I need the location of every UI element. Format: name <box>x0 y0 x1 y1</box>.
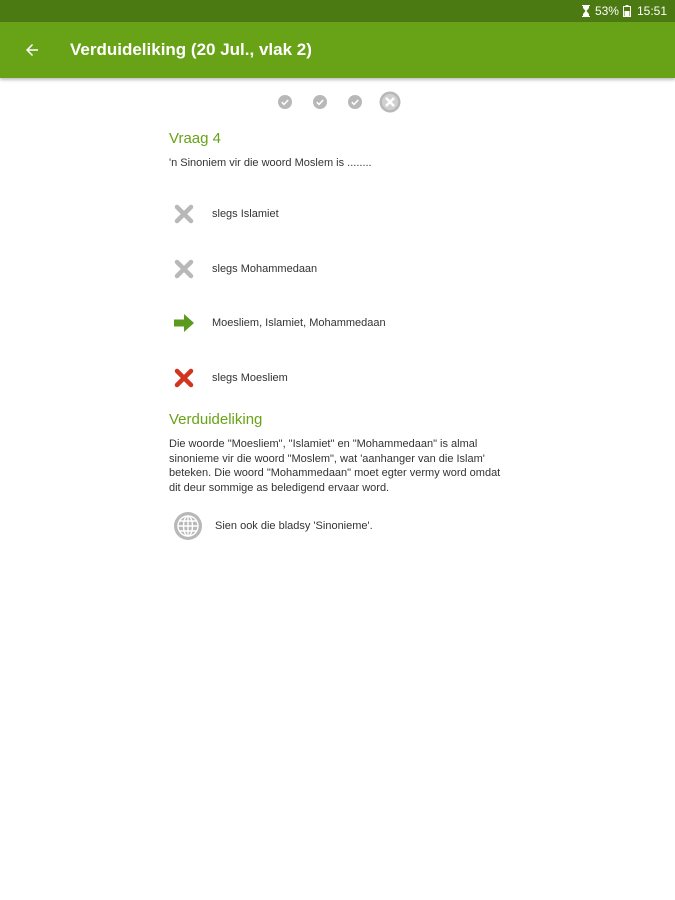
hourglass-icon <box>581 5 591 17</box>
quiz-content <box>169 130 509 541</box>
answer-options <box>169 187 509 405</box>
arrow-back-icon <box>23 41 41 59</box>
red-x-icon <box>169 368 199 388</box>
progress-dot-2[interactable] <box>303 95 338 109</box>
globe-icon <box>173 511 203 541</box>
battery-percent: 53% <box>594 4 619 18</box>
answer-option-label: slegs Islamiet <box>212 208 279 221</box>
app-bar <box>0 22 675 78</box>
explanation-text: Die woorde "Moesliem", "Islamiet" en "Mohammedaan" is almal sinonieme vir die woord "Moslem", wat 'aanhanger van die Islam' beteken. Die woord "Mohammedaan" moet egter vermy word omdat dit deur sommige as beledigend ervaar word. <box>169 438 501 494</box>
progress-dot-1[interactable] <box>268 95 303 109</box>
explanation-title: Verduideliking <box>169 411 263 428</box>
battery-icon <box>623 5 633 17</box>
progress-dot-4-current[interactable] <box>373 91 408 113</box>
check-circle-icon <box>348 95 362 109</box>
answer-option-3-correct[interactable] <box>169 296 509 351</box>
question-title: Vraag 4 <box>169 130 221 147</box>
question-text: 'n Sinoniem vir die woord Moslem is ........ <box>169 157 372 169</box>
grey-x-icon <box>169 259 199 279</box>
see-also-link[interactable] <box>169 511 509 541</box>
progress-dot-3[interactable] <box>338 95 373 109</box>
page-title: Verduideliking (20 Jul., vlak 2) <box>70 40 312 59</box>
answer-option-4-chosen[interactable] <box>169 351 509 406</box>
status-bar <box>0 0 675 22</box>
answer-option-label: slegs Mohammedaan <box>212 262 318 275</box>
grey-x-icon <box>169 204 199 224</box>
clock: 15:51 <box>636 4 667 18</box>
see-also-text: Sien ook die bladsy 'Sinonieme'. <box>215 520 373 532</box>
check-circle-icon <box>278 95 292 109</box>
back-button[interactable] <box>4 22 60 78</box>
check-circle-icon <box>313 95 327 109</box>
answer-option-label: slegs Moesliem <box>212 371 288 384</box>
green-arrow-icon <box>169 313 199 333</box>
answer-option-label: Moesliem, Islamiet, Mohammedaan <box>212 317 386 330</box>
question-progress <box>0 90 675 114</box>
answer-option-2[interactable] <box>169 242 509 297</box>
x-circle-icon <box>379 91 401 113</box>
answer-option-1[interactable] <box>169 187 509 242</box>
